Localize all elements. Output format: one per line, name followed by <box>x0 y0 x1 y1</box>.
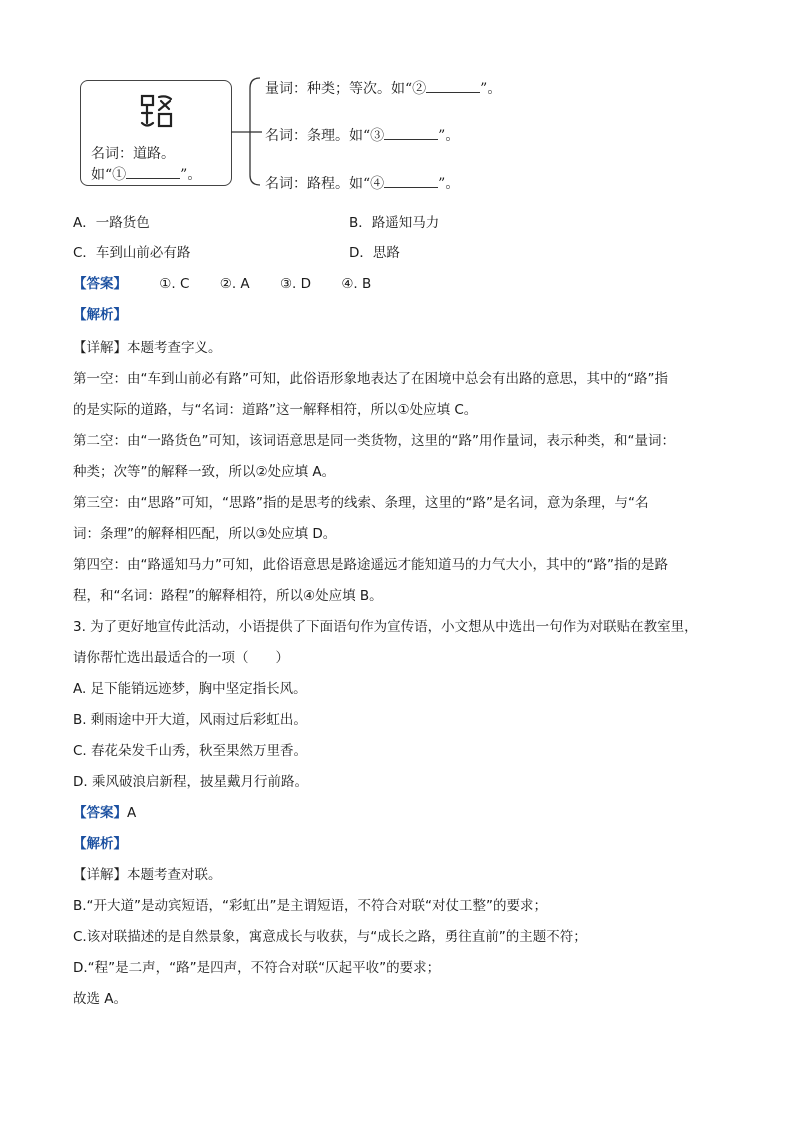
def3-prefix: 名词：路程。如“④ <box>265 176 385 192</box>
answer-q3 <box>73 798 733 829</box>
detail-line: 【详解】本题考查对联。 <box>73 867 222 883</box>
analysis-tag: 【解析】 <box>73 836 127 852</box>
blank-3 <box>384 125 438 140</box>
q3-option-b: B. 剩雨途中开大道，风雨过后彩虹出。 <box>73 712 307 728</box>
detail-line: 【详解】本题考查字义。 <box>73 340 222 356</box>
definition-journey <box>265 173 459 193</box>
blank-4 <box>384 173 438 188</box>
box-example-suffix: ”。 <box>180 167 202 183</box>
def2-suffix: ”。 <box>438 128 460 144</box>
q3-option-d: D. 乘风破浪启新程，披星戴月行前路。 <box>73 774 308 790</box>
option-c: C．车到山前必有路 <box>73 245 191 261</box>
answer-value: A <box>127 805 137 821</box>
blank1-explanation: 第一空：由“车到山前必有路”可知，此俗语形象地表达了在困境中总会有出路的意思，其中的“路”指 <box>73 371 668 387</box>
q3-explain-c: C.该对联描述的是自然景象，寓意成长与收获，与“成长之路，勇往直前”的主题不符； <box>73 929 587 945</box>
def1-prefix: 量词：种类；等次。如“② <box>265 81 427 97</box>
analysis-tag: 【解析】 <box>73 307 127 323</box>
def3-suffix: ”。 <box>438 176 460 192</box>
box-definition: 名词：道路。 <box>91 146 175 162</box>
q3-conclusion: 故选 A。 <box>73 991 128 1007</box>
answer-item: ①. C <box>159 276 190 292</box>
q3-explain-d: D.“程”是二声，“路”是四声，不符合对联“仄起平收”的要求； <box>73 960 441 976</box>
blank2-explanation: 第二空：由“一路货色”可知，该词语意思是同一类货物，这里的“路”用作量词，表示种类，和“量词： <box>73 433 675 449</box>
blank2-explanation-cont: 种类；次等”的解释一致，所以②处应填 A。 <box>73 464 336 480</box>
blank3-explanation: 第三空：由“思路”可知，“思路”指的是思考的线索、条理，这里的“路”是名词，意为条理，与“名 <box>73 495 649 511</box>
def2-prefix: 名词：条理。如“③ <box>265 128 385 144</box>
q3-option-c: C. 春花朵发千山秀，秋至果然万里香。 <box>73 743 308 759</box>
answer-item: ②. A <box>219 276 250 292</box>
definition-measure-word <box>265 78 501 98</box>
def1-suffix: ”。 <box>480 81 502 97</box>
question-3-stem-cont: 请你帮忙选出最适合的一项（ ） <box>73 650 289 666</box>
branch-connector <box>78 70 278 195</box>
answer-tag: 【答案】 <box>73 805 127 821</box>
option-b: B．路遥知马力 <box>349 215 440 231</box>
q3-explain-b: B.“开大道”是动宾短语，“彩虹出”是主谓短语，不符合对联“对仗工整”的要求； <box>73 898 548 914</box>
answer-q2 <box>73 275 397 293</box>
answer-item: ④. B <box>341 276 372 292</box>
blank3-explanation-cont: 词：条理”的解释相匹配，所以③处应填 D。 <box>73 526 337 542</box>
word-meaning-diagram <box>78 70 598 195</box>
blank4-explanation: 第四空：由“路遥知马力”可知，此俗语意思是路途遥远才能知道马的力气大小，其中的“路”指的是路 <box>73 557 668 573</box>
option-d: D．思路 <box>349 245 400 261</box>
blank1-explanation-cont: 的是实际的道路，与“名词：道路”这一解释相符，所以①处应填 C。 <box>73 402 478 418</box>
question-3-stem: 3. 为了更好地宣传此活动，小语提供了下面语句作为宣传语，小文想从中选出一句作为对联贴在教室里， <box>73 619 698 635</box>
definition-logic <box>265 125 459 145</box>
box-example-prefix: 如“① <box>91 167 127 183</box>
analysis-q2 <box>73 333 733 1015</box>
option-a: A．一路货色 <box>73 215 150 231</box>
answer-item: ③. D <box>279 276 312 292</box>
blank4-explanation-cont: 程，和“名词：路程”的解释相符，所以④处应填 B。 <box>73 588 383 604</box>
q3-option-a: A. 足下能销远迹梦，胸中坚定指长风。 <box>73 681 307 697</box>
options-row-2 <box>73 244 400 262</box>
options-row-1 <box>73 214 440 232</box>
answer-tag: 【答案】 <box>73 276 127 292</box>
blank-2 <box>426 78 480 93</box>
